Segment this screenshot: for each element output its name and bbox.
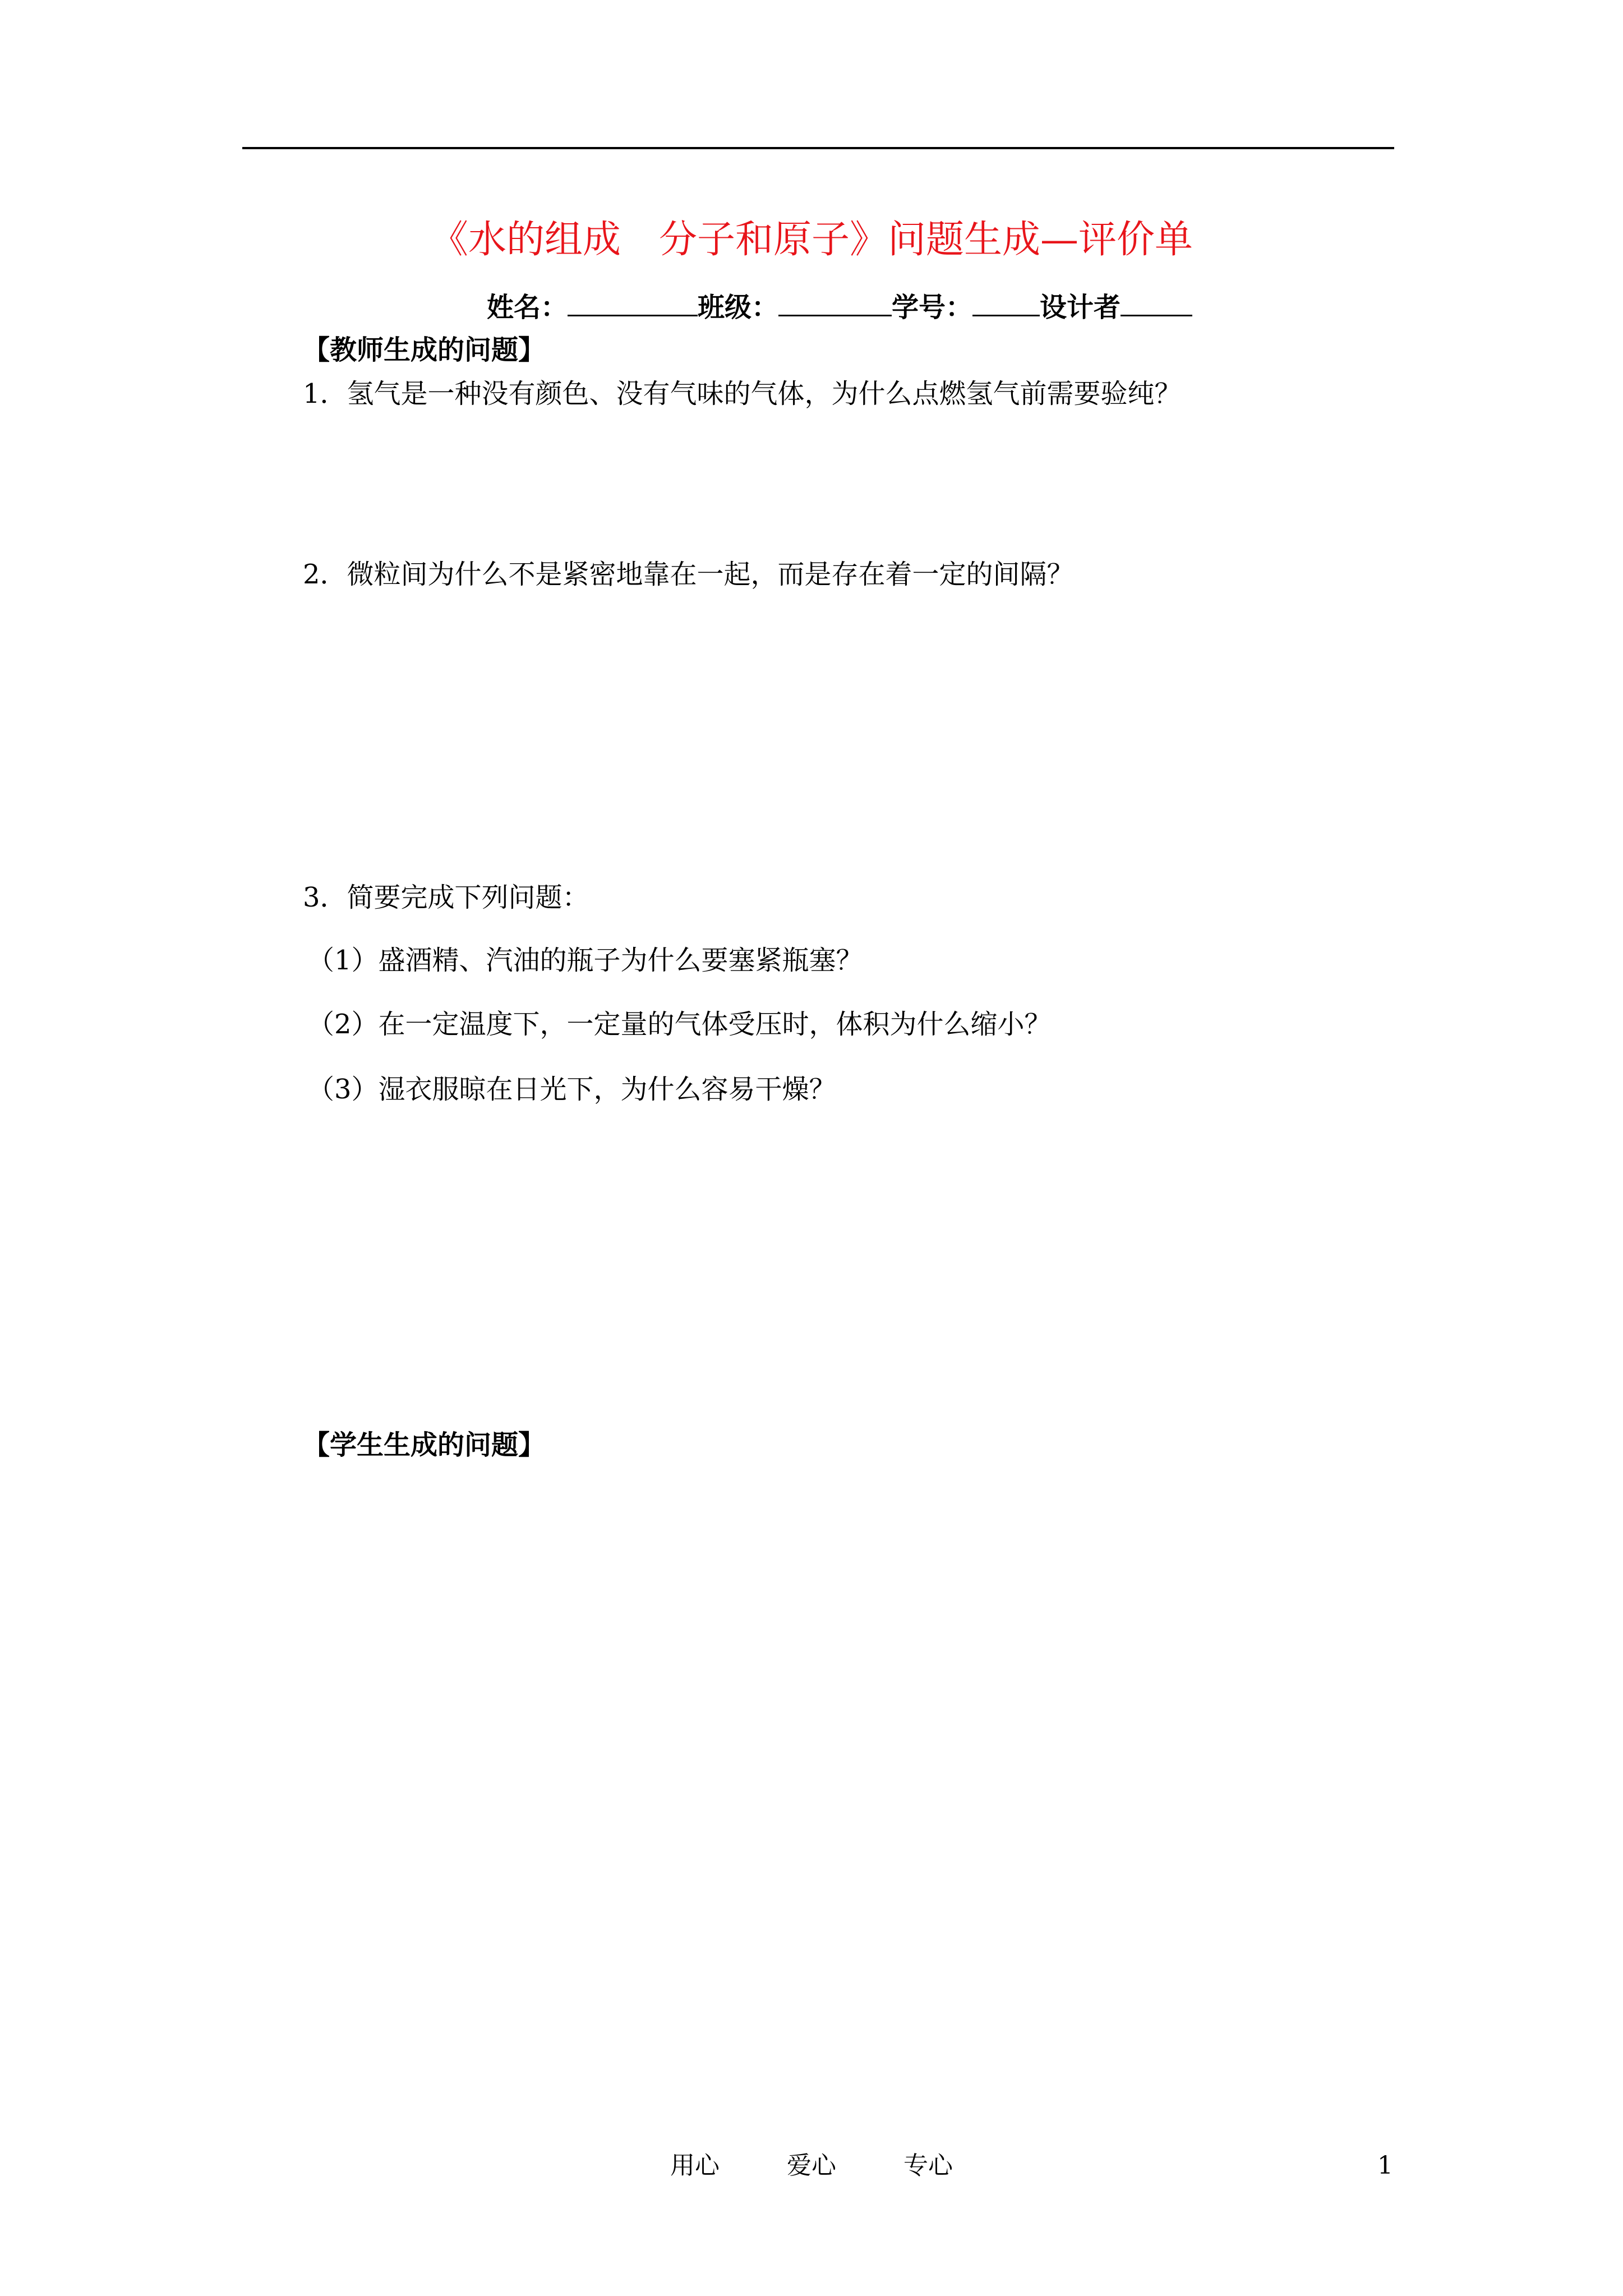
question-3: 3．简要完成下列问题： (303, 882, 589, 913)
student-questions-heading: 【学生生成的问题】 (303, 1429, 546, 1461)
class-label: 班级： (698, 292, 779, 323)
page-title: 《水的组成 分子和原子》问题生成—评价单 (430, 218, 1193, 262)
student-no-blank[interactable] (972, 286, 1040, 316)
footer-part-2: 爱心 (787, 2151, 836, 2180)
question-1: 1．氢气是一种没有颜色、没有气味的气体，为什么点燃氢气前需要验纯？ (303, 378, 1182, 409)
question-3-sub-2: （2）在一定温度下，一定量的气体受压时，体积为什么缩小？ (307, 1009, 1052, 1040)
footer-part-1: 用心 (670, 2151, 720, 2180)
student-info-line (487, 285, 1192, 330)
header-rule (242, 147, 1394, 149)
class-blank[interactable] (778, 286, 892, 316)
designer-blank[interactable] (1121, 286, 1192, 316)
question-3-sub-3: （3）湿衣服晾在日光下，为什么容易干燥？ (307, 1074, 836, 1105)
question-3-sub-1: （1）盛酒精、汽油的瓶子为什么要塞紧瓶塞？ (307, 945, 863, 976)
page-number: 1 (1377, 2151, 1393, 2180)
name-label: 姓名： (487, 292, 568, 323)
designer-label: 设计者 (1040, 292, 1121, 323)
teacher-questions-heading: 【教师生成的问题】 (303, 334, 546, 366)
footer-part-3: 专心 (903, 2151, 953, 2180)
question-2: 2．微粒间为什么不是紧密地靠在一起，而是存在着一定的间隔？ (303, 559, 1074, 590)
name-blank[interactable] (568, 286, 698, 316)
student-no-label: 学号： (892, 292, 973, 323)
